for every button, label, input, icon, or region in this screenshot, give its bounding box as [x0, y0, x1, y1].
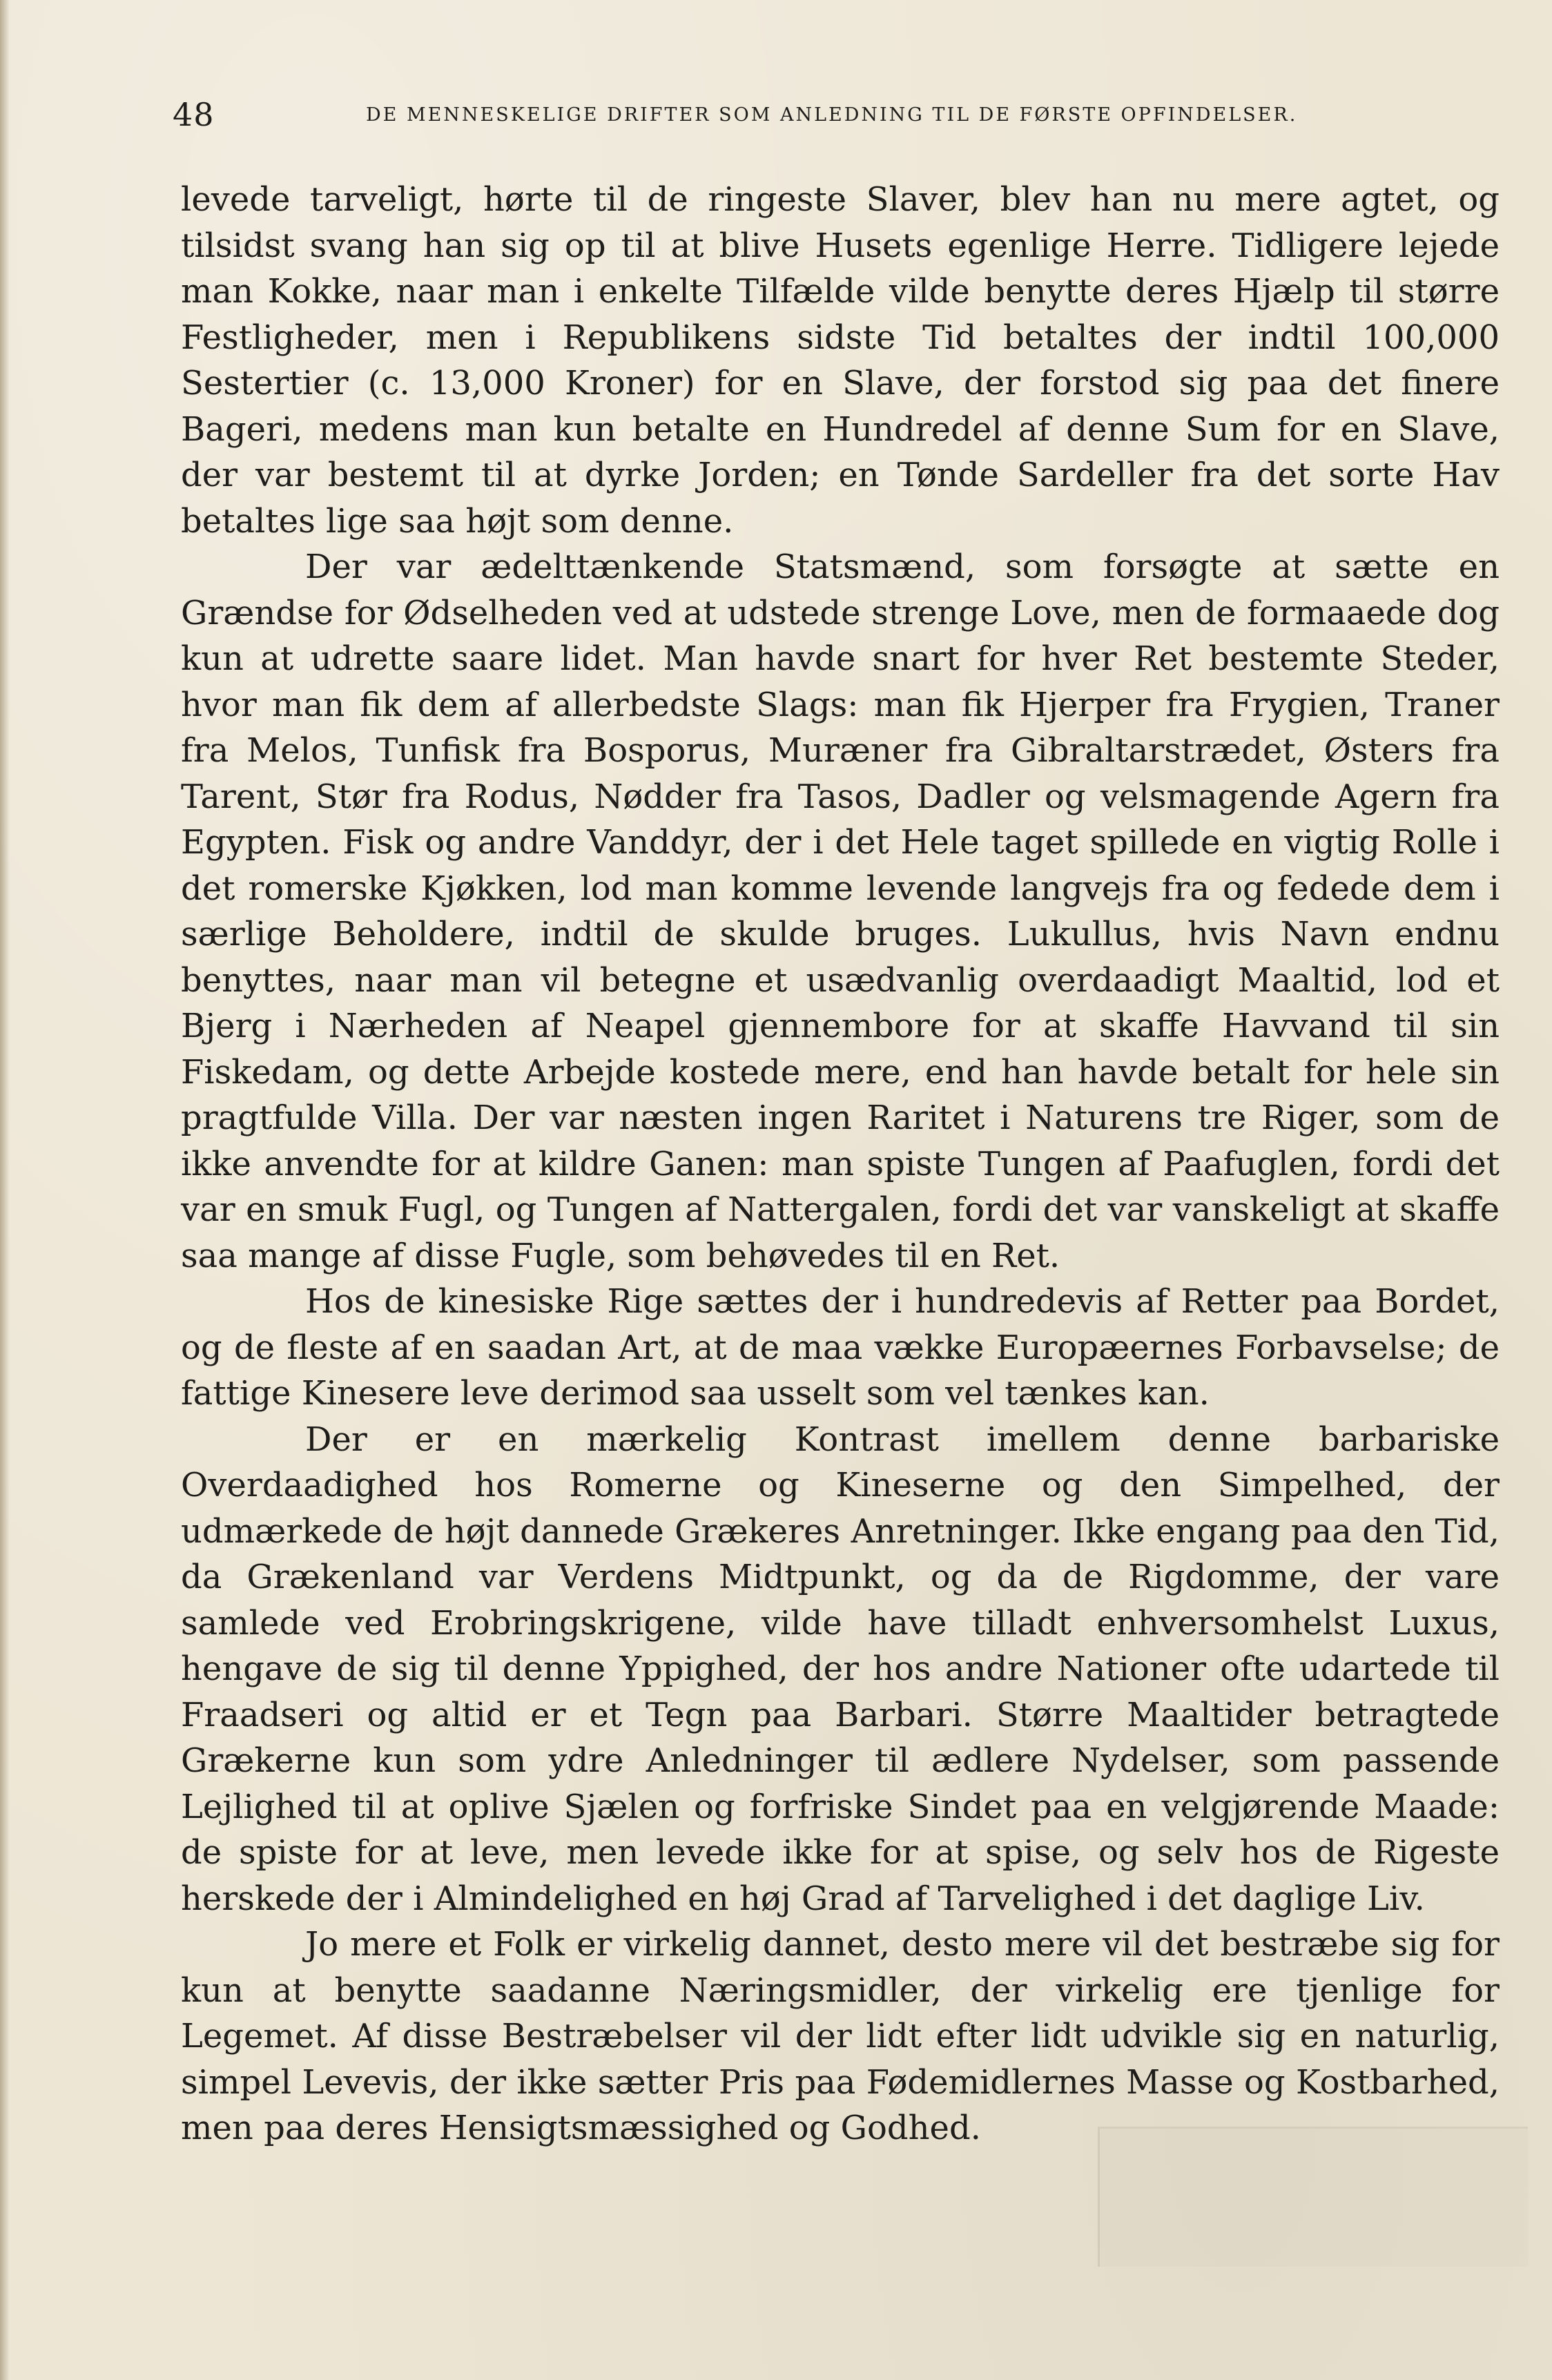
page-edge-shadow — [0, 0, 10, 2380]
paragraph: Der er en mærkelig Kontrast imellem denne barbariske Overdaadighed hos Romerne og Kineserne og den Simpelhed, der udmærkede de højt dannede Grækeres Anretninger. Ikke engang paa den Tid, da Grækenland var Verdens Midtpunkt, og da de Rigdomme, der vare samlede ved Erobringskrigene, vilde have tilladt enhversomhelst Luxus, hengave de sig til denne Yppighed, der hos andre Nationer ofte udartede til Fraadseri og altid er et Tegn paa Barbari. Større Maaltider betragtede Grækerne kun som ydre Anledninger til ædlere Nydelser, som passende Lejlighed til at oplive Sjælen og forfriske Sindet paa en velgjørende Maade: de spiste for at leve, men levede ikke for at spise, og selv hos de Rigeste herskede der i Almindelighed en høj Grad af Tarvelighed i det daglige Liv. — [181, 1420, 1500, 1918]
show-through-mark — [1098, 2127, 1528, 2267]
page-header — [173, 94, 1332, 135]
page-number: 48 — [173, 96, 215, 133]
running-head: DE MENNESKELIGE DRIFTER SOM ANLEDNING TIL DE FØRSTE OPFINDELSER. — [366, 104, 1298, 126]
paragraph: Jo mere et Folk er virkelig dannet, desto mere vil det bestræbe sig for kun at benytte saadanne Næringsmidler, der virkelig ere tjenlige for Legemet. Af disse Bestræbelser vil der lidt efter lidt udvikle sig en naturlig, simpel Levevis, der ikke sætter Pris paa Fødemidlernes Masse og Kostbarhed, men paa deres Hensigtsmæssighed og Godhed. — [181, 1925, 1500, 2147]
paragraph-continued: levede tarveligt, hørte til de ringeste Slaver, blev han nu mere agtet, og tilsidst svang han sig op til at blive Husets egenlige Herre. Tidligere lejede man Kokke, naar man i enkelte Tilfælde vilde benytte deres Hjælp til større Festligheder, men i Republikens sidste Tid betaltes der indtil 100,000 Sestertier (c. 13,000 Kroner) for en Slave, der forstod sig paa det finere Bageri, medens man kun betalte en Hundredel af denne Sum for en Slave, der var bestemt til at dyrke Jorden; en Tønde Sardeller fra det sorte Hav betaltes lige saa højt som denne. — [181, 180, 1500, 541]
paragraph: Hos de kinesiske Rige sættes der i hundredevis af Retter paa Bordet, og de fleste af en saadan Art, at de maa vække Europæernes Forbavselse; de fattige Kinesere leve derimod saa usselt som vel tænkes kan. — [181, 1282, 1500, 1413]
body-text — [181, 177, 1500, 2151]
paragraph: Der var ædelttænkende Statsmænd, som forsøgte at sætte en Grændse for Ødselheden ved at udstede strenge Love, men de formaaede dog kun at udrette saare lidet. Man havde snart for hver Ret bestemte Steder, hvor man fik dem af allerbedste Slags: man fik Hjerper fra Frygien, Traner fra Melos, Tunfisk fra Bosporus, Muræner fra Gibraltarstrædet, Østers fra Tarent, Stør fra Rodus, Nødder fra Tasos, Dadler og velsmagende Agern fra Egypten. Fisk og andre Vanddyr, der i det Hele taget spillede en vigtig Rolle i det romerske Kjøkken, lod man komme levende langvejs fra og fedede dem i særlige Beholdere, indtil de skulde bruges. Lukullus, hvis Navn endnu benyttes, naar man vil betegne et usædvanlig overdaadigt Maaltid, lod et Bjerg i Nærheden af Neapel gjennembore for at skaffe Havvand til sin Fiskedam, og dette Arbejde kostede mere, end han havde betalt for hele sin pragtfulde Villa. Der var næsten ingen Raritet i Naturens tre Riger, som de ikke anvendte for at kildre Ganen: man spiste Tungen af Paafuglen, fordi det var en smuk Fugl, og Tungen af Nattergalen, fordi det var vanskeligt at skaffe saa mange af disse Fugle, som behøvedes til en Ret. — [181, 548, 1500, 1275]
